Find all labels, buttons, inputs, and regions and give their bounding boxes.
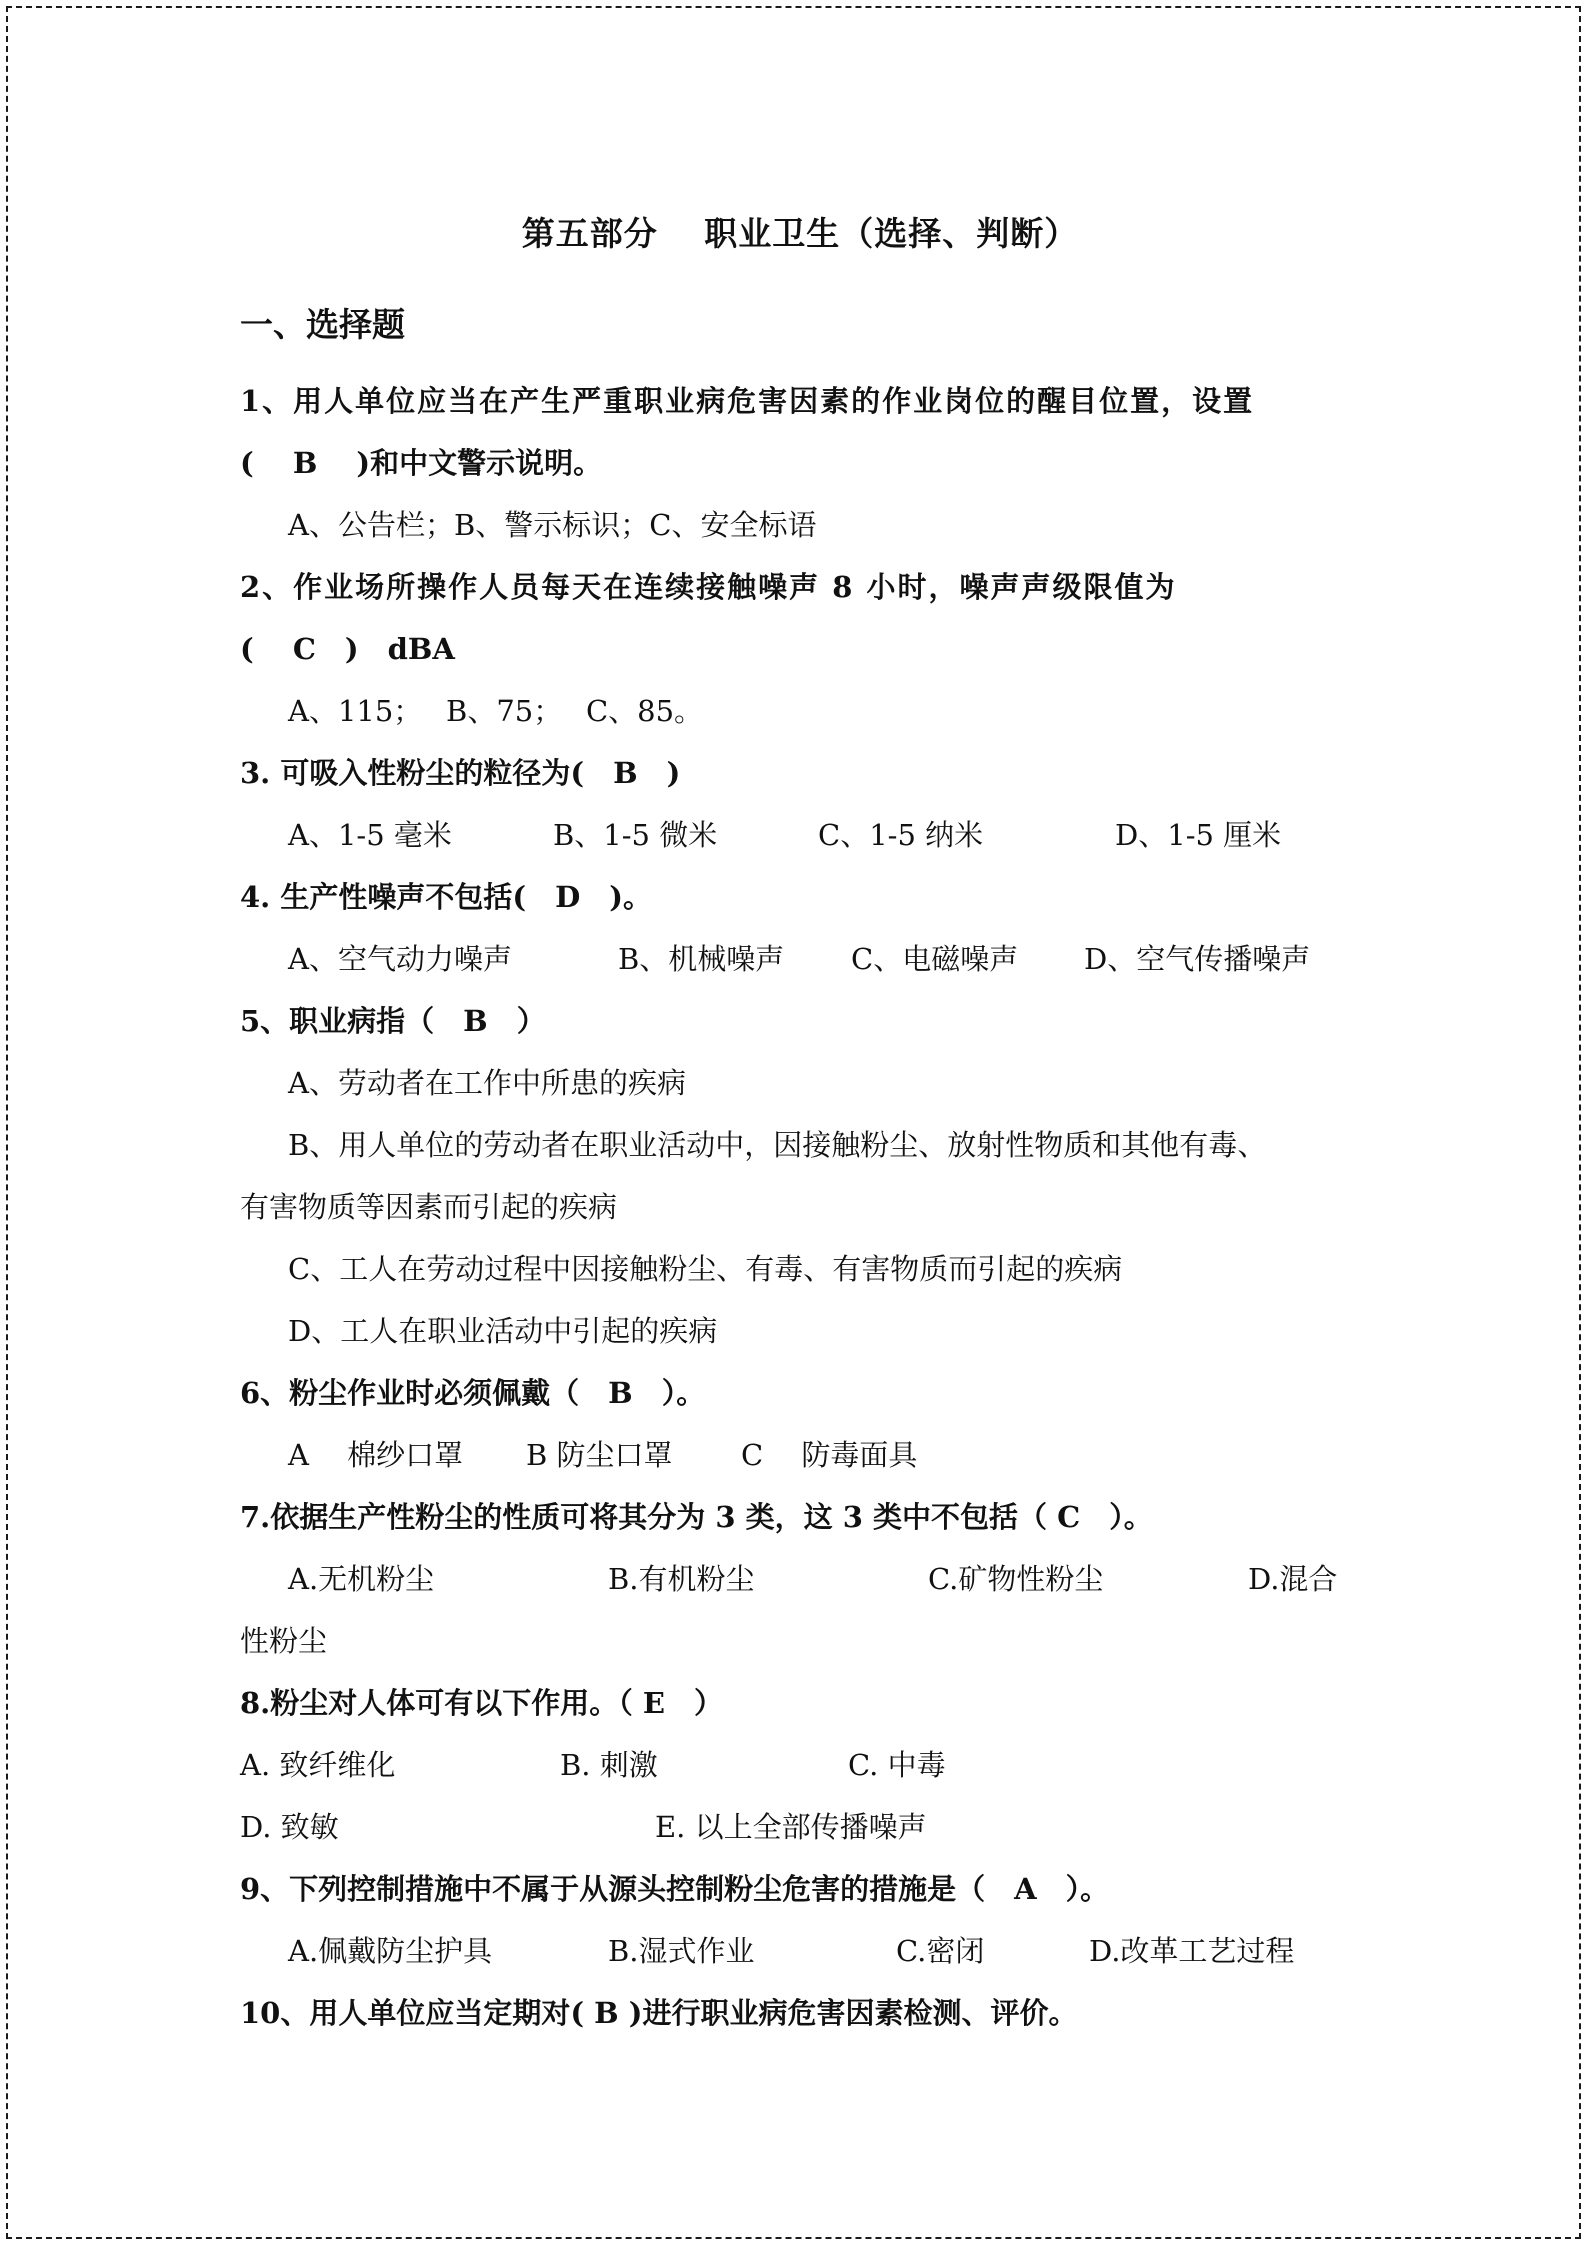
option-a: A、劳动者在工作中所患的疾病 bbox=[288, 1066, 686, 1100]
question-6 bbox=[240, 1362, 1360, 1486]
question-text: 1、用人单位应当在产生严重职业病危害因素的作业岗位的醒目位置，设置 bbox=[240, 384, 1255, 418]
option-c: C 防毒面具 bbox=[741, 1438, 918, 1472]
question-text: 10、用人单位应当定期对( B )进行职业病危害因素检测、评价。 bbox=[240, 1996, 1078, 2030]
question-9 bbox=[240, 1858, 1360, 1982]
option-a: A、空气动力噪声 bbox=[288, 942, 512, 976]
question-2 bbox=[240, 556, 1360, 742]
option-b: B、用人单位的劳动者在职业活动中，因接触粉尘、放射性物质和其他有毒、 bbox=[288, 1128, 1267, 1162]
question-5 bbox=[240, 990, 1360, 1362]
option-c: C、1-5 纳米 bbox=[818, 818, 984, 852]
question-text: 6、粉尘作业时必须佩戴（ B ）。 bbox=[240, 1376, 706, 1410]
option-a: A 棉纱口罩 bbox=[288, 1438, 464, 1472]
option-e: E. 以上全部传播噪声 bbox=[655, 1810, 927, 1844]
option-b: B、机械噪声 bbox=[618, 942, 785, 976]
option-b: B. 刺激 bbox=[560, 1748, 658, 1782]
option-a: A.佩戴防尘护具 bbox=[288, 1934, 493, 1968]
question-options bbox=[240, 1920, 1360, 1982]
page-title: 第五部分 职业卫生（选择、判断） bbox=[521, 214, 1079, 253]
question-options-row-1 bbox=[240, 1734, 1360, 1796]
option-d-continued: 性粉尘 bbox=[240, 1624, 328, 1658]
question-text: 5、职业病指（ B ） bbox=[240, 1004, 546, 1038]
question-1 bbox=[240, 370, 1360, 556]
question-options bbox=[240, 804, 1360, 866]
option-b: B.湿式作业 bbox=[608, 1934, 755, 1968]
option-d: D、空气传播噪声 bbox=[1084, 942, 1311, 976]
question-8 bbox=[240, 1672, 1360, 1858]
question-4 bbox=[240, 866, 1360, 990]
option-a: A、1-5 毫米 bbox=[288, 818, 452, 852]
option-c: C. 中毒 bbox=[848, 1748, 946, 1782]
question-text: 2、作业场所操作人员每天在连续接触噪声 8 小时，噪声声级限值为 bbox=[240, 570, 1177, 604]
question-options: A、公告栏；B、警示标识；C、安全标语 bbox=[288, 508, 817, 542]
question-options bbox=[240, 1548, 1360, 1610]
option-b: B、1-5 微米 bbox=[553, 818, 718, 852]
question-10 bbox=[240, 1982, 1360, 2044]
question-text: 3. 可吸入性粉尘的粒径为( B ) bbox=[240, 756, 681, 790]
question-answer-line: ( B )和中文警示说明。 bbox=[240, 446, 603, 480]
question-options bbox=[240, 928, 1360, 990]
section-heading: 一、选择题 bbox=[240, 305, 405, 344]
option-d: D.混合 bbox=[1248, 1562, 1338, 1596]
question-text: 4. 生产性噪声不包括( D )。 bbox=[240, 880, 652, 914]
option-d: D.改革工艺过程 bbox=[1089, 1934, 1295, 1968]
option-d: D. 致敏 bbox=[240, 1810, 339, 1844]
question-text: 9、下列控制措施中不属于从源头控制粉尘危害的措施是（ A ）。 bbox=[240, 1872, 1110, 1906]
option-a: A. 致纤维化 bbox=[240, 1748, 396, 1782]
document-body bbox=[240, 190, 1360, 2044]
option-c: C.密闭 bbox=[896, 1934, 985, 1968]
option-b-continued: 有害物质等因素而引起的疾病 bbox=[240, 1190, 618, 1224]
question-text: 8.粉尘对人体可有以下作用。（ E ） bbox=[240, 1686, 723, 1720]
option-d: D、1-5 厘米 bbox=[1115, 818, 1282, 852]
option-c: C.矿物性粉尘 bbox=[928, 1562, 1104, 1596]
question-options bbox=[240, 1424, 1360, 1486]
question-answer-line: ( C ) dBA bbox=[240, 632, 455, 666]
question-3 bbox=[240, 742, 1360, 866]
option-c: C、电磁噪声 bbox=[851, 942, 1019, 976]
option-c: C、工人在劳动过程中因接触粉尘、有毒、有害物质而引起的疾病 bbox=[288, 1252, 1123, 1286]
option-d: D、工人在职业活动中引起的疾病 bbox=[288, 1314, 718, 1348]
question-7 bbox=[240, 1486, 1360, 1672]
question-options-row-2 bbox=[240, 1796, 1360, 1858]
question-text: 7.依据生产性粉尘的性质可将其分为 3 类，这 3 类中不包括（ C ）。 bbox=[240, 1500, 1153, 1534]
option-a: A.无机粉尘 bbox=[288, 1562, 435, 1596]
option-b: B.有机粉尘 bbox=[608, 1562, 755, 1596]
option-b: B 防尘口罩 bbox=[526, 1438, 673, 1472]
question-options: A、115； B、75； C、85。 bbox=[288, 694, 704, 728]
